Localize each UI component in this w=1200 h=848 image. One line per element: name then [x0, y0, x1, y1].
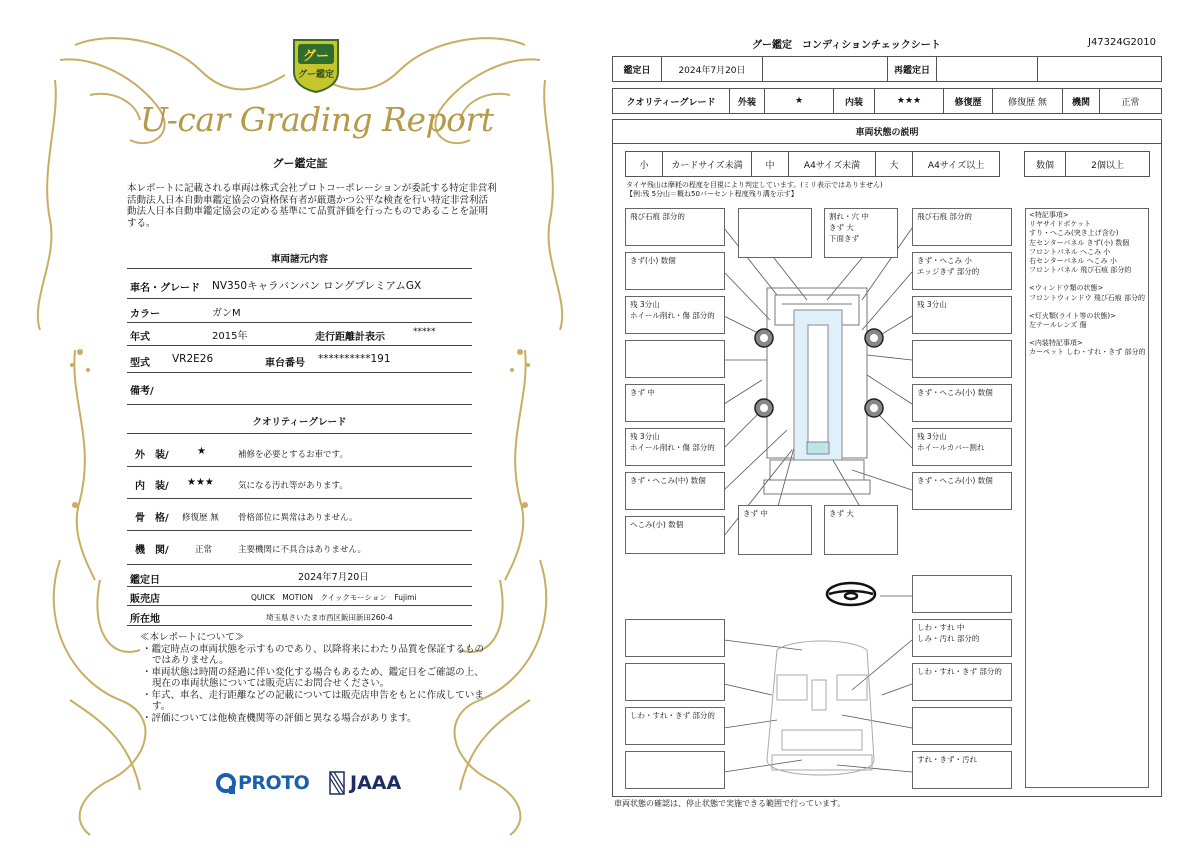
sheet-footer-note: 車両状態の確認は、停止状態で実施できる範囲で行っています。	[614, 799, 846, 808]
special-note-line: フロントパネル へこみ 小	[1029, 247, 1111, 256]
grade-label-cell: クオリティーグレード	[612, 88, 730, 114]
color-value: ガンM	[212, 308, 241, 319]
reinspect-label-cell: 再鑑定日	[887, 56, 937, 82]
quality-engine-desc: 主要機関に不具合はありません。	[238, 545, 367, 555]
special-note-line: リヤサイドポケット	[1029, 220, 1092, 229]
special-note-line: 右センターパネル へこみ 小	[1029, 257, 1117, 266]
size-large-desc: A4サイズ以上	[912, 151, 1000, 177]
quality-frame-value: 修復歴 無	[182, 513, 219, 523]
quality-exterior-desc: 補修を必要とするお車です。	[238, 450, 348, 460]
divider	[127, 345, 472, 346]
tire-note-example: 【例:残 5分山＝概ね50パーセント程度残り溝を示す】	[626, 190, 798, 198]
ext-damage-box-right: 残 3分山 ホイールカバー割れ	[912, 428, 1012, 466]
int-damage-box-right	[912, 575, 1012, 613]
grade-engine-value: 正常	[1099, 88, 1162, 114]
spacer	[1029, 303, 1145, 312]
ext-damage-box-right: 飛び石痕 部分的	[912, 208, 1012, 246]
ext-damage-box-left: 残 3分山 ホイール削れ・傷 部分的	[625, 296, 725, 334]
grade-int-label: 内装	[833, 88, 875, 114]
certificate-intro: 本レポートに記載される車両は株式会社プロトコーポレーションが委託する特定非営利活動法人日本自動車鑑定協会の資格保有者が厳選かつ公平な検査を行い特定非営利活動法人日本自動車鑑定協会の定める基準にて品質評価を行ったものであることを証明する。	[127, 183, 497, 229]
certificate-subtitle: グー鑑定証	[272, 157, 328, 170]
int-damage-box-left	[625, 663, 725, 701]
quality-frame-label: 骨 格/	[135, 513, 169, 524]
divider	[127, 404, 472, 405]
divider	[127, 372, 472, 373]
note-item: ・評価については他検査機関等の評価と異なる場合があります。	[142, 712, 417, 724]
empty-cell	[762, 56, 888, 82]
grade-ext-label: 外装	[729, 88, 765, 114]
quality-interior-desc: 気になる汚れ等があります。	[238, 481, 348, 491]
model-value: VR2E26	[172, 353, 214, 365]
special-note-line: <ウィンドウ類の状態>	[1029, 284, 1104, 293]
divider	[127, 586, 472, 587]
size-small-desc: カードサイズ未満	[662, 151, 752, 177]
quality-engine-value: 正常	[195, 545, 213, 555]
ext-damage-box-left: へこみ(小) 数個	[625, 516, 725, 554]
ext-damage-box-top	[738, 208, 812, 258]
count-desc: 2個以上	[1065, 151, 1150, 177]
grade-engine-label: 機関	[1062, 88, 1100, 114]
odometer-value: *****	[413, 327, 436, 337]
ext-damage-box-right: きず・へこみ 小 エッジきず 部分的	[912, 252, 1012, 290]
sheet-id: J47324G2010	[1088, 37, 1156, 48]
inspection-date-label: 鑑定日	[130, 575, 160, 586]
special-note-line: 左センターパネル きず(小) 数個	[1029, 238, 1130, 247]
grade-repair-value: 修復歴 無	[992, 88, 1063, 114]
divider	[127, 498, 472, 499]
note-item: ・鑑定時点の車両状態を示すものであり、以降将来にわたり品質を保証するものではありません。	[142, 643, 485, 666]
inspection-date-value: 2024年7月20日	[298, 572, 369, 583]
quality-interior-value: ★★★	[187, 477, 214, 488]
special-notes-panel	[1025, 208, 1149, 788]
car-name-value: NV350キャラバンバン ロングプレミアムGX	[212, 280, 422, 292]
proto-logo-text: PROTO	[238, 772, 310, 794]
steering-wheel-icon	[827, 583, 875, 605]
chassis-label: 車台番号	[265, 358, 305, 369]
divider	[127, 466, 472, 467]
spec-section-title: 車両諸元内容	[270, 254, 328, 265]
shop-label: 販売店	[130, 594, 160, 605]
ext-damage-box-left: 残 3分山 ホイール削れ・傷 部分的	[625, 428, 725, 466]
jaaa-logo-text: JAAA	[350, 772, 402, 794]
year-label: 年式	[130, 332, 150, 343]
quality-exterior-label: 外 装/	[135, 450, 169, 461]
grade-ext-value: ★	[764, 88, 834, 114]
size-mid-label: 中	[751, 151, 789, 177]
proto-logo-icon	[215, 772, 237, 796]
ext-damage-box-right: 残 3分山	[912, 296, 1012, 334]
int-damage-box-left	[625, 619, 725, 657]
divider	[127, 322, 472, 323]
notes-title: ≪本レポートについて≫	[140, 632, 245, 643]
spacer	[1029, 330, 1145, 339]
reinspect-value-cell	[936, 56, 1038, 82]
sheet-title: グー鑑定 コンディションチェックシート	[752, 40, 941, 51]
special-note-line: フロントパネル 飛び石痕 部分的	[1029, 266, 1132, 275]
note-item: ・車両状態は時間の経過に伴い変化する場合もあるため、鑑定日をご確認の上、現在の車両状態については販売店にお問合せください。	[142, 666, 484, 689]
quality-engine-label: 機 関/	[135, 545, 169, 556]
ext-damage-box-left: きず(小) 数個	[625, 252, 725, 290]
chassis-value: **********191	[318, 353, 391, 365]
divider	[127, 564, 472, 565]
divider	[127, 530, 472, 531]
special-note-line: フロントウィンドウ 飛び石痕 部分的	[1029, 293, 1146, 302]
odometer-label: 走行距離計表示	[315, 332, 385, 343]
empty-cell	[1037, 56, 1162, 82]
date-value-cell: 2024年7月20日	[661, 56, 763, 82]
shop-value: QUICK MOTION クイックモーション Fujimi	[251, 593, 417, 602]
condition-title: 車両状態の説明	[612, 119, 1162, 144]
special-note-line: <灯火類(ライト等の状態)>	[1029, 311, 1116, 320]
jaaa-logo-icon	[327, 770, 347, 796]
ext-damage-box-bottom: きず 大	[824, 505, 898, 555]
quality-section-title: クオリティーグレード	[252, 417, 347, 428]
quality-interior-label: 内 装/	[135, 481, 169, 492]
divider	[127, 433, 472, 434]
year-value: 2015年	[212, 331, 248, 342]
ext-damage-box-right	[912, 340, 1012, 378]
color-label: カラー	[130, 309, 160, 320]
int-damage-box-right: しわ・すれ 中 しみ・汚れ 部分的	[912, 619, 1012, 657]
size-small-label: 小	[625, 151, 663, 177]
tire-note: タイヤ残山は摩耗の程度を目視により判定しています。(ミリ表示ではありません)	[626, 181, 883, 189]
ext-damage-box-bottom: きず 中	[738, 505, 812, 555]
size-large-label: 大	[875, 151, 913, 177]
date-label-cell: 鑑定日	[612, 56, 662, 82]
note-item: ・年式、車名、走行距離などの記載については販売店申告をもとに作成しています。	[142, 689, 484, 712]
report-title: U-car Grading Report	[140, 100, 494, 139]
size-mid-desc: A4サイズ未満	[788, 151, 876, 177]
ext-damage-box-top: 割れ・穴 中 きず 大 下面きず	[824, 208, 898, 258]
divider	[127, 605, 472, 606]
ext-damage-box-right: きず・へこみ(小) 数個	[912, 472, 1012, 510]
int-damage-box-left: しわ・すれ・きず 部分的	[625, 707, 725, 745]
special-note-line: 左テールレンズ 傷	[1029, 321, 1087, 330]
address-label: 所在地	[130, 614, 160, 625]
badge-text: グー鑑定	[297, 70, 334, 80]
report-notes	[140, 632, 490, 724]
grade-repair-label: 修復歴	[943, 88, 993, 114]
goo-badge-logo	[290, 34, 342, 94]
count-label: 数個	[1024, 151, 1066, 177]
special-note-line: <内装特記事項>	[1029, 339, 1083, 348]
int-damage-box-right: すれ・きず・汚れ	[912, 751, 1012, 789]
ext-damage-box-left: 飛び石痕 部分的	[625, 208, 725, 246]
car-name-label: 車名・グレード	[130, 283, 200, 294]
address-value: 埼玉県さいたま市西区飯田新田260-4	[266, 613, 393, 622]
special-note-line: すり・へこみ(突き上げ含む)	[1029, 229, 1119, 238]
quality-exterior-value: ★	[197, 446, 206, 457]
ext-damage-box-left	[625, 340, 725, 378]
remarks-label: 備考/	[130, 386, 154, 397]
divider	[127, 298, 472, 299]
ext-damage-box-left: きず・へこみ(中) 数個	[625, 472, 725, 510]
quality-frame-desc: 骨格部位に異常はありません。	[238, 513, 358, 523]
divider	[127, 625, 472, 626]
divider	[127, 268, 472, 269]
special-note-line: <特記事項>	[1029, 211, 1069, 219]
int-damage-box-right: しわ・すれ・きず 部分的	[912, 663, 1012, 701]
int-damage-box-right	[912, 707, 1012, 745]
model-label: 型式	[130, 358, 150, 369]
grade-int-value: ★★★	[874, 88, 944, 114]
ext-damage-box-right: きず・へこみ(小) 数個	[912, 384, 1012, 422]
int-damage-box-left	[625, 751, 725, 789]
ext-damage-box-left: きず 中	[625, 384, 725, 422]
special-note-line: カーペット しわ・すれ・きず 部分的	[1029, 348, 1146, 357]
svg-text:グー: グー	[302, 49, 330, 64]
